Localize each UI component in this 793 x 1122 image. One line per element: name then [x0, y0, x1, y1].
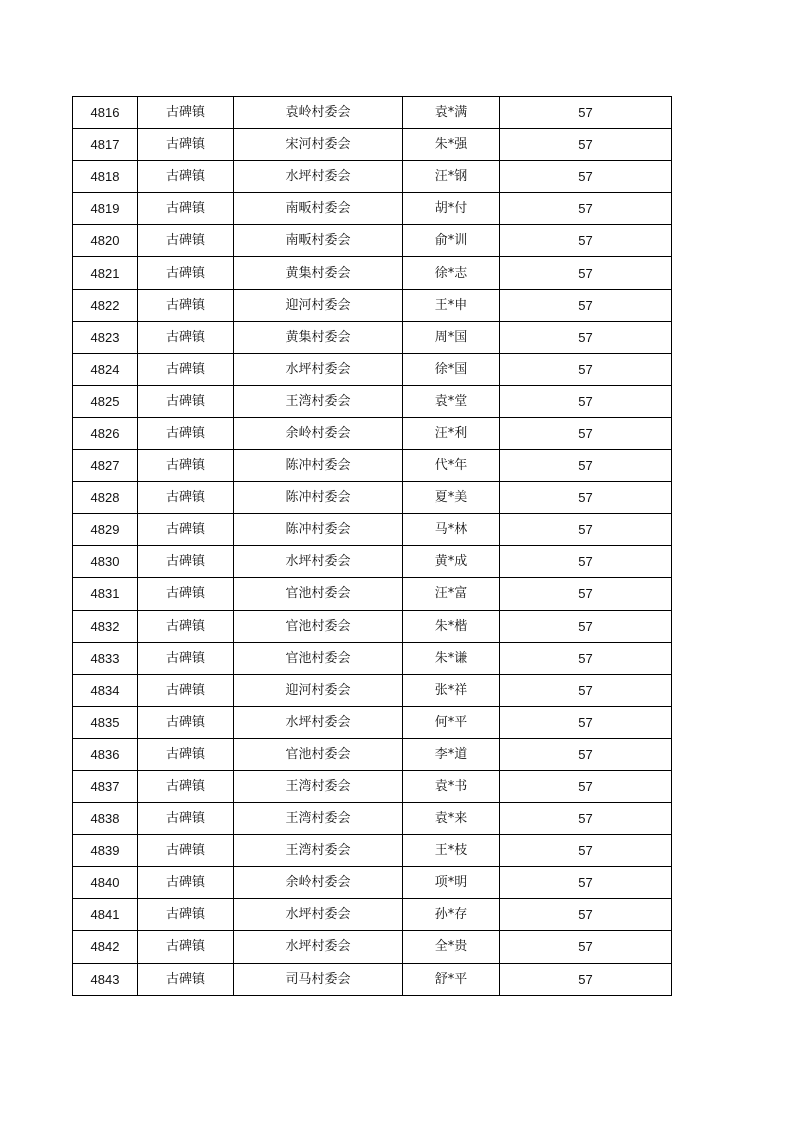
table-row	[73, 514, 672, 546]
amount-cell: 57	[500, 257, 672, 289]
table-row	[73, 193, 672, 225]
row-number-cell: 4829	[73, 514, 138, 546]
table-row	[73, 225, 672, 257]
town-cell: 古碑镇	[138, 225, 234, 257]
person-name-cell: 袁*来	[403, 803, 500, 835]
person-name-cell: 汪*富	[403, 578, 500, 610]
village-committee-cell: 司马村委会	[234, 963, 403, 995]
town-cell: 古碑镇	[138, 770, 234, 802]
village-committee-cell: 陈冲村委会	[234, 514, 403, 546]
town-cell: 古碑镇	[138, 417, 234, 449]
village-committee-cell: 王湾村委会	[234, 385, 403, 417]
town-cell: 古碑镇	[138, 129, 234, 161]
village-committee-cell: 水坪村委会	[234, 899, 403, 931]
person-name-cell: 夏*美	[403, 482, 500, 514]
amount-cell: 57	[500, 450, 672, 482]
amount-cell: 57	[500, 289, 672, 321]
village-committee-cell: 黄集村委会	[234, 257, 403, 289]
person-name-cell: 朱*谦	[403, 642, 500, 674]
table-row	[73, 385, 672, 417]
village-committee-cell: 王湾村委会	[234, 803, 403, 835]
amount-cell: 57	[500, 321, 672, 353]
person-name-cell: 项*明	[403, 867, 500, 899]
row-number-cell: 4841	[73, 899, 138, 931]
person-name-cell: 马*林	[403, 514, 500, 546]
person-name-cell: 李*道	[403, 738, 500, 770]
town-cell: 古碑镇	[138, 321, 234, 353]
person-name-cell: 王*申	[403, 289, 500, 321]
person-name-cell: 孙*存	[403, 899, 500, 931]
table-row	[73, 610, 672, 642]
table-row	[73, 899, 672, 931]
table-row	[73, 129, 672, 161]
data-table	[72, 96, 672, 996]
row-number-cell: 4836	[73, 738, 138, 770]
town-cell: 古碑镇	[138, 257, 234, 289]
village-committee-cell: 迎河村委会	[234, 289, 403, 321]
table-row	[73, 706, 672, 738]
table-row	[73, 417, 672, 449]
table-row	[73, 963, 672, 995]
table-row	[73, 546, 672, 578]
village-committee-cell: 官池村委会	[234, 642, 403, 674]
person-name-cell: 周*国	[403, 321, 500, 353]
village-committee-cell: 黄集村委会	[234, 321, 403, 353]
town-cell: 古碑镇	[138, 578, 234, 610]
amount-cell: 57	[500, 546, 672, 578]
person-name-cell: 代*年	[403, 450, 500, 482]
town-cell: 古碑镇	[138, 450, 234, 482]
row-number-cell: 4837	[73, 770, 138, 802]
village-committee-cell: 水坪村委会	[234, 706, 403, 738]
village-committee-cell: 陈冲村委会	[234, 450, 403, 482]
town-cell: 古碑镇	[138, 353, 234, 385]
town-cell: 古碑镇	[138, 385, 234, 417]
amount-cell: 57	[500, 803, 672, 835]
row-number-cell: 4823	[73, 321, 138, 353]
table-row	[73, 257, 672, 289]
table-row	[73, 578, 672, 610]
person-name-cell: 黄*成	[403, 546, 500, 578]
village-committee-cell: 余岭村委会	[234, 417, 403, 449]
table-row	[73, 642, 672, 674]
village-committee-cell: 官池村委会	[234, 738, 403, 770]
table-row	[73, 803, 672, 835]
village-committee-cell: 余岭村委会	[234, 867, 403, 899]
row-number-cell: 4820	[73, 225, 138, 257]
village-committee-cell: 南畈村委会	[234, 225, 403, 257]
village-committee-cell: 官池村委会	[234, 610, 403, 642]
town-cell: 古碑镇	[138, 514, 234, 546]
row-number-cell: 4827	[73, 450, 138, 482]
town-cell: 古碑镇	[138, 674, 234, 706]
document-page	[72, 96, 671, 996]
table-body	[73, 97, 672, 996]
row-number-cell: 4822	[73, 289, 138, 321]
person-name-cell: 袁*书	[403, 770, 500, 802]
village-committee-cell: 迎河村委会	[234, 674, 403, 706]
village-committee-cell: 宋河村委会	[234, 129, 403, 161]
table-row	[73, 738, 672, 770]
amount-cell: 57	[500, 225, 672, 257]
amount-cell: 57	[500, 129, 672, 161]
person-name-cell: 俞*训	[403, 225, 500, 257]
person-name-cell: 朱*强	[403, 129, 500, 161]
village-committee-cell: 陈冲村委会	[234, 482, 403, 514]
amount-cell: 57	[500, 642, 672, 674]
row-number-cell: 4817	[73, 129, 138, 161]
amount-cell: 57	[500, 835, 672, 867]
row-number-cell: 4830	[73, 546, 138, 578]
amount-cell: 57	[500, 899, 672, 931]
amount-cell: 57	[500, 97, 672, 129]
town-cell: 古碑镇	[138, 738, 234, 770]
village-committee-cell: 水坪村委会	[234, 161, 403, 193]
town-cell: 古碑镇	[138, 835, 234, 867]
village-committee-cell: 水坪村委会	[234, 546, 403, 578]
amount-cell: 57	[500, 161, 672, 193]
person-name-cell: 徐*国	[403, 353, 500, 385]
amount-cell: 57	[500, 482, 672, 514]
village-committee-cell: 官池村委会	[234, 578, 403, 610]
table-row	[73, 97, 672, 129]
village-committee-cell: 南畈村委会	[234, 193, 403, 225]
table-row	[73, 321, 672, 353]
row-number-cell: 4842	[73, 931, 138, 963]
table-row	[73, 482, 672, 514]
village-committee-cell: 水坪村委会	[234, 353, 403, 385]
town-cell: 古碑镇	[138, 706, 234, 738]
person-name-cell: 王*枝	[403, 835, 500, 867]
amount-cell: 57	[500, 738, 672, 770]
table-row	[73, 931, 672, 963]
town-cell: 古碑镇	[138, 610, 234, 642]
town-cell: 古碑镇	[138, 899, 234, 931]
amount-cell: 57	[500, 706, 672, 738]
person-name-cell: 胡*付	[403, 193, 500, 225]
table-row	[73, 835, 672, 867]
town-cell: 古碑镇	[138, 867, 234, 899]
amount-cell: 57	[500, 963, 672, 995]
town-cell: 古碑镇	[138, 161, 234, 193]
person-name-cell: 汪*利	[403, 417, 500, 449]
amount-cell: 57	[500, 514, 672, 546]
town-cell: 古碑镇	[138, 97, 234, 129]
row-number-cell: 4835	[73, 706, 138, 738]
row-number-cell: 4828	[73, 482, 138, 514]
person-name-cell: 张*祥	[403, 674, 500, 706]
row-number-cell: 4840	[73, 867, 138, 899]
row-number-cell: 4838	[73, 803, 138, 835]
town-cell: 古碑镇	[138, 546, 234, 578]
village-committee-cell: 王湾村委会	[234, 770, 403, 802]
table-row	[73, 450, 672, 482]
amount-cell: 57	[500, 353, 672, 385]
row-number-cell: 4819	[73, 193, 138, 225]
amount-cell: 57	[500, 674, 672, 706]
row-number-cell: 4834	[73, 674, 138, 706]
row-number-cell: 4816	[73, 97, 138, 129]
person-name-cell: 汪*钢	[403, 161, 500, 193]
town-cell: 古碑镇	[138, 642, 234, 674]
town-cell: 古碑镇	[138, 193, 234, 225]
table-row	[73, 867, 672, 899]
village-committee-cell: 王湾村委会	[234, 835, 403, 867]
row-number-cell: 4831	[73, 578, 138, 610]
town-cell: 古碑镇	[138, 931, 234, 963]
amount-cell: 57	[500, 867, 672, 899]
town-cell: 古碑镇	[138, 289, 234, 321]
person-name-cell: 袁*堂	[403, 385, 500, 417]
town-cell: 古碑镇	[138, 963, 234, 995]
row-number-cell: 4821	[73, 257, 138, 289]
amount-cell: 57	[500, 193, 672, 225]
person-name-cell: 全*贵	[403, 931, 500, 963]
table-row	[73, 353, 672, 385]
person-name-cell: 舒*平	[403, 963, 500, 995]
amount-cell: 57	[500, 610, 672, 642]
row-number-cell: 4826	[73, 417, 138, 449]
row-number-cell: 4825	[73, 385, 138, 417]
row-number-cell: 4839	[73, 835, 138, 867]
town-cell: 古碑镇	[138, 482, 234, 514]
row-number-cell: 4832	[73, 610, 138, 642]
table-row	[73, 674, 672, 706]
person-name-cell: 徐*志	[403, 257, 500, 289]
table-row	[73, 289, 672, 321]
amount-cell: 57	[500, 931, 672, 963]
row-number-cell: 4818	[73, 161, 138, 193]
amount-cell: 57	[500, 385, 672, 417]
table-row	[73, 161, 672, 193]
amount-cell: 57	[500, 417, 672, 449]
amount-cell: 57	[500, 578, 672, 610]
amount-cell: 57	[500, 770, 672, 802]
row-number-cell: 4833	[73, 642, 138, 674]
row-number-cell: 4843	[73, 963, 138, 995]
person-name-cell: 袁*满	[403, 97, 500, 129]
town-cell: 古碑镇	[138, 803, 234, 835]
person-name-cell: 何*平	[403, 706, 500, 738]
table-row	[73, 770, 672, 802]
row-number-cell: 4824	[73, 353, 138, 385]
village-committee-cell: 水坪村委会	[234, 931, 403, 963]
person-name-cell: 朱*楷	[403, 610, 500, 642]
village-committee-cell: 袁岭村委会	[234, 97, 403, 129]
